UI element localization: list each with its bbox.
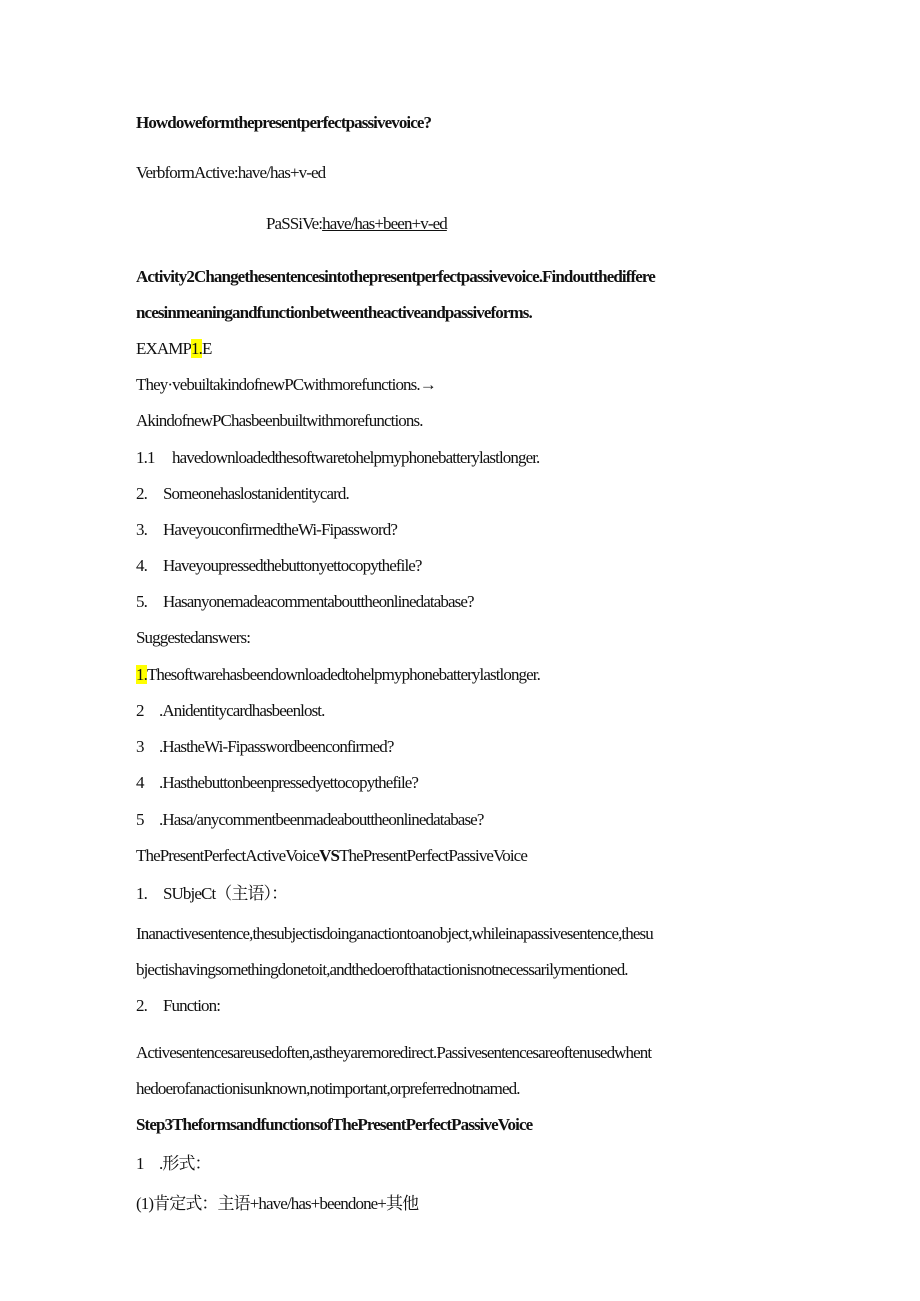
forms-num: 1 bbox=[136, 1154, 144, 1173]
exercise-num: 2. bbox=[136, 484, 147, 503]
answer-item bbox=[136, 772, 418, 794]
active-label: VerbformActive: bbox=[136, 163, 238, 182]
example-label-b: E bbox=[201, 339, 212, 358]
comparison-left: ThePresentPerfectActiveVoice bbox=[136, 846, 320, 865]
exercise-text: havedownloadedthesoftwaretohelpmyphonebatterylastlonger. bbox=[172, 448, 540, 467]
subject-num: 1. bbox=[136, 884, 147, 903]
step3-heading: Step3TheformsandfunctionsofThePresentPerfectPassiveVoice bbox=[136, 1115, 533, 1134]
example-label bbox=[136, 338, 211, 360]
exercise-item bbox=[136, 447, 539, 469]
exercise-num: 4. bbox=[136, 556, 147, 575]
answer-text: .Anidentitycardhasbeenlost. bbox=[159, 701, 325, 720]
verb-form-passive bbox=[266, 213, 447, 235]
answer-num: 2 bbox=[136, 701, 144, 720]
answer-num: 5 bbox=[136, 810, 144, 829]
subject-line-2: bjectishavingsomethingdonetoit,andthedoerofthatactionisnotnecessarilymentioned. bbox=[136, 960, 628, 979]
exercise-item bbox=[136, 555, 422, 577]
answer-text: .Hasa/anycommentbeenmadeabouttheonlinedatabase? bbox=[159, 810, 484, 829]
exercise-num: 3. bbox=[136, 520, 147, 539]
function-line-2: hedoerofanactionisunknown,notimportant,orpreferrednotnamed. bbox=[136, 1079, 520, 1098]
function-label: Function: bbox=[163, 996, 221, 1015]
comparison-right: ThePresentPerfectPassiveVoice bbox=[339, 846, 527, 865]
exercise-item bbox=[136, 519, 397, 541]
exercise-text: Haveyoupressedthebuttonyettocopythefile? bbox=[163, 556, 422, 575]
example-label-a: EXAMP bbox=[136, 339, 192, 358]
function-heading bbox=[136, 995, 220, 1017]
answer-text: .Hasthebuttonbeenpressedyettocopythefile? bbox=[159, 773, 419, 792]
answer-num: 1. bbox=[136, 665, 147, 684]
subject-label: SUbjeCt（主语）： bbox=[163, 884, 288, 903]
exercise-item bbox=[136, 483, 349, 505]
passive-formula: have/has+been+v-ed bbox=[322, 214, 447, 233]
example-label-highlight: 1. bbox=[191, 339, 202, 358]
answer-text: Thesoftwarehasbeendownloadedtohelpmyphonebatterylastlonger. bbox=[146, 665, 540, 684]
passive-label: PaSSiVe: bbox=[266, 214, 323, 233]
answer-text: .HastheWi-Fipasswordbeenconfirmed? bbox=[159, 737, 394, 756]
exercise-text: Hasanyonemadeacommentabouttheonlinedatabase? bbox=[163, 592, 474, 611]
exercise-text: HaveyouconfirmedtheWi-Fipassword? bbox=[163, 520, 397, 539]
verb-form-active bbox=[136, 162, 325, 184]
activity-line-2: ncesinmeaningandfunctionbetweentheactiveandpassiveforms. bbox=[136, 303, 532, 322]
subject-line-1: Inanactivesentence,thesubjectisdoinganactiontoanobject,whileinapassivesentence,thesu bbox=[136, 924, 653, 943]
active-formula: have/has+v-ed bbox=[237, 163, 326, 182]
answer-item bbox=[136, 700, 324, 722]
answer-num: 3 bbox=[136, 737, 144, 756]
answer-item bbox=[136, 736, 394, 758]
heading: Howdoweformthepresentperfectpassivevoice? bbox=[136, 113, 432, 132]
forms-affirmative: (1)肯定式：主语+have/has+beendone+其他 bbox=[136, 1194, 419, 1213]
example-passive: AkindofnewPChasbeenbuiltwithmorefunctions. bbox=[136, 411, 423, 430]
activity-line-1: Activity2Changethesentencesintothepresentperfectpassivevoice.Findoutthediffere bbox=[136, 267, 655, 286]
forms-label: .形式： bbox=[159, 1154, 211, 1173]
exercise-num: 1.1 bbox=[136, 448, 155, 467]
function-line-1: Activesentencesareusedoften,astheyaremoredirect.Passivesentencesareoftenusedwhent bbox=[136, 1043, 652, 1062]
example-active: They·vebuiltakindofnewPCwithmorefunctions.→ bbox=[136, 375, 436, 394]
forms-heading bbox=[136, 1153, 211, 1175]
exercise-num: 5. bbox=[136, 592, 147, 611]
exercise-item bbox=[136, 591, 474, 613]
answers-label: Suggestedanswers: bbox=[136, 628, 251, 647]
answer-num: 4 bbox=[136, 773, 144, 792]
subject-heading bbox=[136, 883, 287, 905]
function-num: 2. bbox=[136, 996, 147, 1015]
comparison-title bbox=[136, 845, 527, 867]
answer-item bbox=[136, 664, 540, 686]
exercise-text: Someonehaslostanidentitycard. bbox=[163, 484, 349, 503]
answer-item bbox=[136, 809, 483, 831]
comparison-vs: VS bbox=[319, 846, 340, 865]
